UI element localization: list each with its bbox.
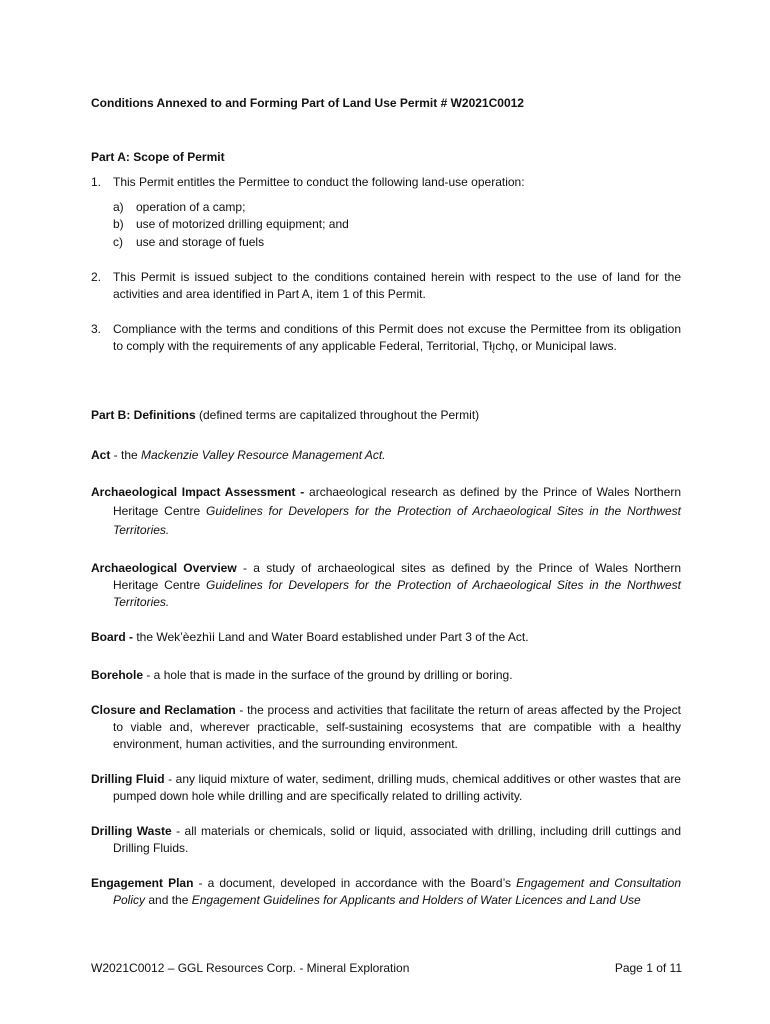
definition-term: Drilling Fluid (91, 772, 165, 786)
definition-archaeological-overview (91, 560, 681, 611)
sub-letter: c) (113, 235, 123, 249)
part-b-title: Part B: Definitions (91, 408, 196, 422)
definition-text: archaeological research as defined by the Prince of Wales Northern Heritage Centre (113, 485, 681, 518)
sub-item-a (113, 199, 245, 216)
definition-term: Act (91, 448, 111, 462)
item-text: Compliance with the terms and conditions of this Permit does not excuse the Permittee from its obligation to comply with the requirements of any applicable Federal, Territorial, Tłı̨chǫ, or Municipal laws. (113, 322, 681, 353)
definition-term: Archaeological Overview (91, 561, 237, 575)
definition-term: Drilling Waste (91, 824, 172, 838)
sub-text: use and storage of fuels (136, 235, 265, 249)
document-title: Conditions Annexed to and Forming Part of Land Use Permit # W2021C0012 (91, 96, 524, 110)
definition-borehole (91, 667, 681, 684)
definition-term: Borehole (91, 668, 144, 682)
definition-archaeological-impact-assessment (91, 483, 681, 540)
definition-text: - any liquid mixture of water, sediment, drilling muds, chemical additives or other wastes that are pumped down hole while drilling and are specifically related to drilling activity. (113, 772, 681, 803)
definition-term: Engagement Plan (91, 876, 194, 890)
sub-item-b (113, 216, 349, 233)
definition-text: and the (145, 893, 192, 907)
sub-text: operation of a camp; (136, 200, 246, 214)
definition-italic: Engagement Guidelines for Applicants and Holders of Water Licences and Land Use (191, 893, 641, 907)
definition-italic: Guidelines for Developers for the Protection of Archaeological Sites in the Northwest Territories. (113, 578, 681, 609)
definition-term: Closure and Reclamation (91, 703, 236, 717)
definition-board (91, 629, 681, 646)
definition-text: - a document, developed in accordance with the Board’s (193, 876, 517, 890)
sub-text: use of motorized drilling equipment; and (136, 217, 349, 231)
item-number: 2. (91, 270, 102, 284)
item-text: This Permit entitles the Permittee to conduct the following land-use operation: (113, 175, 525, 189)
item-number: 3. (91, 322, 102, 336)
definition-engagement-plan (91, 875, 681, 909)
sub-item-c (113, 234, 264, 251)
definition-text: the Wek’èezhìi Land and Water Board established under Part 3 of the Act. (133, 630, 529, 644)
definition-italic: Engagement and Consultation Policy (113, 876, 682, 907)
definition-term: Archaeological Impact Assessment - (91, 485, 305, 499)
sub-letter: b) (113, 217, 124, 231)
definition-closure-reclamation (91, 702, 681, 753)
definition-text: - a study of archaeological sites as defined by the Prince of Wales Northern Heritage Centre (113, 561, 681, 592)
sub-letter: a) (113, 200, 124, 214)
part-a-heading: Part A: Scope of Permit (91, 150, 225, 164)
definition-text: - all materials or chemicals, solid or liquid, associated with drilling, including drill cuttings and Drilling Fluids. (113, 824, 681, 855)
footer-page-number: Page 1 of 11 (614, 961, 682, 975)
footer-document-id: W2021C0012 – GGL Resources Corp. - Mineral Exploration (91, 961, 410, 975)
item-text: This Permit is issued subject to the conditions contained herein with respect to the use of land for the activities and area identified in Part A, item 1 of this Permit. (113, 270, 681, 301)
definition-drilling-fluid (91, 771, 681, 805)
definition-drilling-waste (91, 823, 681, 857)
definition-text: - the (110, 448, 142, 462)
part-b-heading (91, 407, 681, 424)
definition-italic: Guidelines for Developers for the Protection of Archaeological Sites in the Northwest Territories. (113, 504, 681, 537)
definition-term: Board - (91, 630, 133, 644)
definition-text: - the process and activities that facilitate the return of areas affected by the Project to viable and, wherever practicable, self-sustaining ecosystems that are compatible with a healthy environment, human activities, and the surrounding environment. (113, 703, 681, 751)
definition-act (91, 447, 681, 464)
item-number: 1. (91, 175, 102, 189)
definition-italic: Mackenzie Valley Resource Management Act. (141, 448, 386, 462)
part-b-note: (defined terms are capitalized throughout the Permit) (195, 408, 480, 422)
definition-text: - a hole that is made in the surface of the ground by drilling or boring. (143, 668, 513, 682)
